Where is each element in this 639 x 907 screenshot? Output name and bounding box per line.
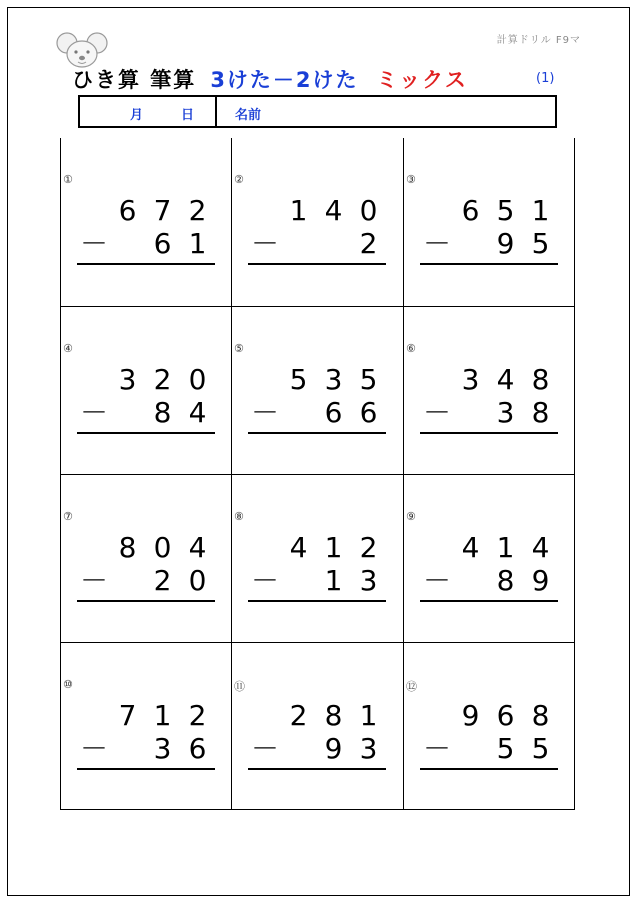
minuend-digit: 4 [531, 531, 550, 564]
minuend-digit: 6 [496, 699, 515, 732]
minuend-digit: 3 [461, 363, 480, 396]
minus-sign: － [250, 227, 279, 260]
minus-sign: － [250, 732, 279, 765]
minuend-digit: 1 [359, 699, 378, 732]
subtrahend-digit: 9 [496, 227, 515, 260]
subtrahend-digit: 6 [153, 227, 172, 260]
minuend-digit: 0 [153, 531, 172, 564]
subtrahend [145, 732, 215, 766]
subtrahend-digit: 3 [359, 732, 378, 765]
subtrahend-digit: 5 [496, 732, 515, 765]
answer-line [77, 432, 215, 434]
problem-cell [61, 474, 232, 642]
minuend [281, 531, 386, 565]
answer-line [248, 432, 386, 434]
minuend-digit: 4 [324, 194, 343, 227]
subtrahend [488, 396, 558, 430]
answer-line [420, 600, 558, 602]
month-label: 月 [130, 108, 144, 123]
minuend [453, 363, 558, 397]
minuend-digit: 1 [324, 531, 343, 564]
answer-line [248, 263, 386, 265]
subtrahend-digit: 4 [188, 396, 207, 429]
minuend-digit: 6 [118, 194, 137, 227]
minuend-digit: 2 [188, 194, 207, 227]
problem-cell [232, 642, 404, 809]
subtraction-problem [77, 363, 215, 433]
problem-number: ⑩ [63, 678, 73, 691]
problem-cell [61, 306, 232, 474]
name-label: 名前 [235, 108, 262, 123]
minus-sign: － [79, 564, 108, 597]
title-mix: ミックス [376, 68, 468, 92]
subtraction-problem [77, 194, 215, 264]
problem-cell [404, 642, 574, 809]
subtrahend [488, 227, 558, 261]
minuend-digit: 8 [531, 363, 550, 396]
problem-number: ⑤ [234, 342, 244, 355]
answer-line [420, 768, 558, 770]
minuend [453, 531, 558, 565]
minuend-digit: 5 [496, 194, 515, 227]
subtraction-problem [77, 531, 215, 601]
brand-label: 計算ドリル F9マ [496, 35, 581, 46]
subtrahend-digit: 2 [153, 564, 172, 597]
problem-grid [60, 138, 575, 810]
minuend-digit: 1 [289, 194, 308, 227]
minus-sign: － [422, 396, 451, 429]
problem-number: ⑧ [234, 510, 244, 523]
answer-line [77, 768, 215, 770]
day-label: 日 [181, 108, 195, 123]
subtrahend-digit: 5 [531, 227, 550, 260]
subtrahend [351, 227, 386, 261]
subtrahend [316, 564, 386, 598]
subtraction-problem [248, 363, 386, 433]
minuend-digit: 8 [531, 699, 550, 732]
subtrahend-digit: 9 [531, 564, 550, 597]
subtraction-problem [420, 531, 558, 601]
minuend [281, 363, 386, 397]
minuend [453, 194, 558, 228]
answer-line [420, 432, 558, 434]
minuend-digit: 3 [324, 363, 343, 396]
subtrahend-digit: 0 [188, 564, 207, 597]
subtraction-problem [77, 699, 215, 769]
page-title [72, 64, 572, 94]
subtraction-problem [248, 699, 386, 769]
subtrahend-digit: 1 [188, 227, 207, 260]
minus-sign: － [250, 564, 279, 597]
minuend-digit: 2 [289, 699, 308, 732]
subtraction-problem [248, 194, 386, 264]
sheet-number: (1) [536, 71, 555, 86]
minuend [281, 194, 386, 228]
subtrahend-digit: 6 [324, 396, 343, 429]
problem-number: ⑫ [406, 680, 417, 693]
subtrahend [488, 732, 558, 766]
title-digits: 3けた－2けた [210, 68, 359, 92]
minuend-digit: 1 [496, 531, 515, 564]
name-field[interactable] [217, 97, 555, 126]
minuend-digit: 4 [188, 531, 207, 564]
problem-cell [232, 306, 404, 474]
minuend-digit: 2 [359, 531, 378, 564]
subtrahend-digit: 3 [359, 564, 378, 597]
subtraction-problem [420, 699, 558, 769]
minuend-digit: 3 [118, 363, 137, 396]
subtrahend [145, 227, 215, 261]
problem-number: ① [63, 173, 73, 186]
date-field[interactable] [80, 97, 217, 126]
answer-line [248, 768, 386, 770]
minus-sign: － [422, 732, 451, 765]
subtrahend [145, 564, 215, 598]
minuend-digit: 9 [461, 699, 480, 732]
minuend-digit: 4 [289, 531, 308, 564]
subtrahend [488, 564, 558, 598]
minuend [110, 699, 215, 733]
problem-cell [232, 138, 404, 306]
problem-number: ⑨ [406, 510, 416, 523]
subtrahend-digit: 1 [324, 564, 343, 597]
subtrahend [316, 732, 386, 766]
problem-number: ⑪ [234, 680, 245, 693]
subtraction-problem [248, 531, 386, 601]
subtrahend-digit: 2 [359, 227, 378, 260]
problem-number: ⑥ [406, 342, 416, 355]
subtrahend [316, 396, 386, 430]
problem-number: ② [234, 173, 244, 186]
minuend [110, 363, 215, 397]
problem-number: ④ [63, 342, 73, 355]
subtrahend-digit: 3 [496, 396, 515, 429]
minus-sign: － [79, 227, 108, 260]
minuend-digit: 4 [496, 363, 515, 396]
minuend [453, 699, 558, 733]
subtrahend-digit: 5 [531, 732, 550, 765]
minuend-digit: 1 [153, 699, 172, 732]
problem-cell [232, 474, 404, 642]
minus-sign: － [422, 227, 451, 260]
subtrahend-digit: 8 [496, 564, 515, 597]
problem-number: ⑦ [63, 510, 73, 523]
minuend-digit: 6 [461, 194, 480, 227]
minus-sign: － [250, 396, 279, 429]
minus-sign: － [79, 732, 108, 765]
answer-line [77, 263, 215, 265]
minuend-digit: 0 [359, 194, 378, 227]
minuend-digit: 5 [359, 363, 378, 396]
subtrahend-digit: 6 [359, 396, 378, 429]
title-operation: ひき算 筆算 [72, 68, 197, 92]
subtrahend-digit: 8 [531, 396, 550, 429]
minuend-digit: 8 [118, 531, 137, 564]
minuend [110, 531, 215, 565]
subtrahend-digit: 8 [153, 396, 172, 429]
subtrahend-digit: 3 [153, 732, 172, 765]
problem-cell [404, 306, 574, 474]
answer-line [248, 600, 386, 602]
minuend-digit: 8 [324, 699, 343, 732]
minuend-digit: 2 [188, 699, 207, 732]
minuend-digit: 1 [531, 194, 550, 227]
minuend-digit: 7 [118, 699, 137, 732]
subtrahend-digit: 9 [324, 732, 343, 765]
minuend [110, 194, 215, 228]
problem-cell [61, 642, 232, 809]
answer-line [420, 263, 558, 265]
minuend-digit: 0 [188, 363, 207, 396]
subtraction-problem [420, 363, 558, 433]
problem-cell [404, 138, 574, 306]
subtrahend-digit: 6 [188, 732, 207, 765]
problem-number: ③ [406, 173, 416, 186]
minuend-digit: 5 [289, 363, 308, 396]
minus-sign: － [422, 564, 451, 597]
problem-cell [61, 138, 232, 306]
answer-line [77, 600, 215, 602]
minuend [281, 699, 386, 733]
minus-sign: － [79, 396, 108, 429]
minuend-digit: 4 [461, 531, 480, 564]
minuend-digit: 7 [153, 194, 172, 227]
problem-cell [404, 474, 574, 642]
minuend-digit: 2 [153, 363, 172, 396]
subtraction-problem [420, 194, 558, 264]
name-date-box [78, 95, 557, 128]
subtrahend [145, 396, 215, 430]
